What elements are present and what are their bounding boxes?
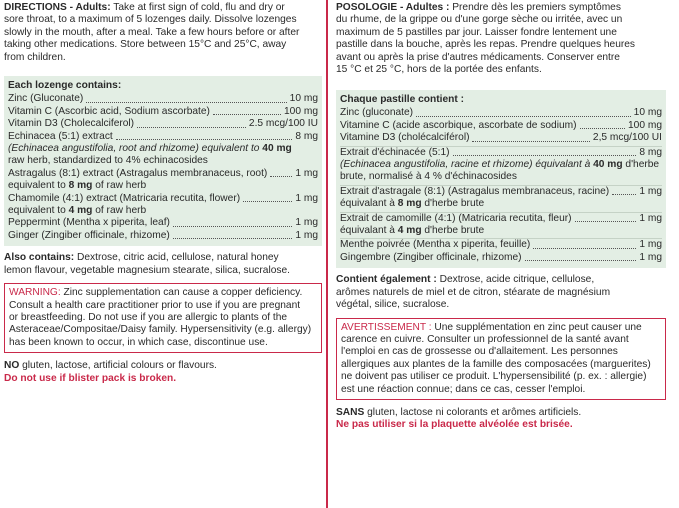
also-contains-text: Dextrose, acide citrique, cellulose, <box>436 274 595 286</box>
ingredient-row <box>8 217 318 229</box>
warning-text: allergiques aux plantes de la famille des composacées (marguerites) <box>341 358 651 370</box>
ingredient-name: Extrait d'échinacée (5:1) <box>340 146 450 158</box>
directions-line-fr: maximum de 5 pastilles par jour. Laisser fondre lentement une <box>336 26 617 38</box>
ingredients-title-fr: Chaque pastille contient : <box>340 94 464 105</box>
free-from-fr <box>336 407 666 432</box>
free-from-text: gluten, lactose ni colorants et arômes artificiels. <box>364 406 582 418</box>
directions-label-fr: POSOLOGIE - Adultes : <box>336 2 450 13</box>
blister-warning-en: Do not use if blister pack is broken. <box>4 372 177 384</box>
warning-text: or breastfeeding. Do not use if you are allergic to plants of the <box>9 311 288 323</box>
ingredient-name: Chamomile (4:1) extract (Matricaria recutita, flower) <box>8 192 241 204</box>
ingredient-detail-text: d'herbe <box>622 159 660 171</box>
ingredient-detail-text: equivalent to <box>8 205 69 217</box>
also-contains-label-fr: Contient également : <box>336 274 437 286</box>
directions-line-fr: du rhume, de la grippe ou d'une gorge sèche ou irritée, avec un <box>336 14 623 26</box>
ingredient-detail <box>340 225 662 237</box>
directions-fr <box>336 0 666 90</box>
ingredient-detail-amount: 4 mg <box>68 205 93 217</box>
ingredient-detail-amount: 8 mg <box>397 198 422 210</box>
ingredient-detail-text: (Echinacea angustifolia, root and rhizome) equivalent to <box>8 143 263 155</box>
ingredient-name: Peppermint (Mentha x piperita, leaf) <box>8 217 170 229</box>
ingredient-name: Gingembre (Zingiber officinale, rhizome) <box>340 251 522 263</box>
ingredient-detail-text: d'herbe brute <box>421 198 485 210</box>
directions-label-en: DIRECTIONS - Adults: <box>4 2 111 13</box>
also-contains-text: Dextrose, citric acid, cellulose, natural honey <box>74 252 279 264</box>
ingredient-detail-text: of raw herb <box>92 180 147 192</box>
ingredient-row <box>340 120 662 132</box>
warning-text: est une réaction connue; dans ce cas, cesser l'emploi. <box>341 383 586 395</box>
also-contains-en <box>4 252 322 277</box>
ingredient-detail-amount: 40 mg <box>262 143 292 155</box>
free-from-text: gluten, lactose, artificial colours or flavours. <box>19 360 217 372</box>
directions-en <box>4 0 322 76</box>
blister-warning-fr: Ne pas utiliser si la plaquette alvéolée est brisée. <box>336 419 573 431</box>
ingredient-name: Extrait de camomille (4:1) (Matricaria recutita, fleur) <box>340 212 572 224</box>
ingredient-name: Vitamine D3 (cholécalciférol) <box>340 132 470 144</box>
ingredient-detail-amount: 8 mg <box>68 180 93 192</box>
warning-box-fr <box>336 318 666 400</box>
ingredient-detail: raw herb, standardized to 4% echinacosides <box>8 155 208 167</box>
ingredient-row <box>8 106 318 118</box>
free-from-label-fr: SANS <box>336 406 365 418</box>
warning-text: Asteraceae/Compositae/Daisy family. Hypersensitivity (e.g. allergy) <box>9 324 312 336</box>
ingredient-amount: 8 mg <box>639 146 662 158</box>
column-divider <box>326 0 328 508</box>
ingredient-name: Echinacea (5:1) extract <box>8 130 113 142</box>
ingredient-name: Extrait d'astragale (8:1) (Astragalus membranaceus, racine) <box>340 185 610 197</box>
ingredient-row <box>340 147 662 159</box>
ingredient-row <box>340 186 662 198</box>
directions-line-fr: Prendre dès les premiers symptômes <box>449 2 621 13</box>
ingredient-amount: 2.5 mcg/100 IU <box>248 118 318 130</box>
also-contains-text: arômes naturels de miel et de citron, stéarate de magnésium <box>336 286 611 298</box>
ingredient-row <box>8 230 318 242</box>
ingredient-amount: 1 mg <box>639 185 662 197</box>
ingredient-amount: 10 mg <box>289 93 318 105</box>
ingredient-detail <box>340 198 662 210</box>
ingredient-amount: 1 mg <box>639 212 662 224</box>
warning-box-en <box>4 283 322 353</box>
ingredient-amount: 1 mg <box>639 251 662 263</box>
ingredient-detail <box>8 180 318 192</box>
ingredient-detail <box>8 143 318 155</box>
ingredient-amount: 1 mg <box>295 167 318 179</box>
ingredient-amount: 1 mg <box>295 192 318 204</box>
also-contains-text: végétal, silice, sucralose. <box>336 299 450 311</box>
directions-line-en: taking other medications. Store between 15°C and 25°C, away <box>4 39 287 51</box>
ingredient-detail-text: équivalant à <box>340 225 398 237</box>
ingredient-row <box>340 239 662 251</box>
english-column <box>4 0 322 385</box>
ingredient-amount: 1 mg <box>295 229 318 241</box>
ingredient-detail: brute, normalisé à 4 % d'échinacosides <box>340 171 517 183</box>
warning-label-fr: AVERTISSEMENT : <box>341 321 432 333</box>
ingredient-row <box>340 252 662 264</box>
ingredient-detail-text: (Echinacea angustifolia, racine et rhizome) équivalant à <box>340 159 594 171</box>
free-from-en <box>4 360 322 385</box>
ingredient-name: Vitamine C (acide ascorbique, ascorbate de sodium) <box>340 119 577 131</box>
directions-line-en: from children. <box>4 51 66 63</box>
ingredient-row <box>8 93 318 105</box>
directions-line-en: slowly in the mouth, after a meal. Take a few hours before or after <box>4 26 300 38</box>
ingredient-name: Vitamin D3 (Cholecalciferol) <box>8 118 135 130</box>
french-column <box>336 0 666 432</box>
ingredient-row <box>8 131 318 143</box>
also-contains-fr <box>336 274 666 311</box>
ingredient-detail-text: équivalant à <box>340 198 398 210</box>
ingredient-row <box>8 193 318 205</box>
ingredient-row <box>340 132 662 144</box>
free-from-label-en: NO <box>4 360 20 372</box>
ingredient-detail <box>8 205 318 217</box>
warning-text: l'emploi en cas de grossesse ou d'allaitement. Les personnes <box>341 346 618 358</box>
directions-line-fr: avant ou après la prise d'autres médicaments. Conserver entre <box>336 51 620 63</box>
ingredient-row <box>8 168 318 180</box>
ingredient-name: Zinc (Gluconate) <box>8 93 84 105</box>
warning-text: Une supplémentation en zinc peut causer une <box>431 321 642 333</box>
also-contains-label-en: Also contains: <box>4 252 75 264</box>
ingredient-detail-text: of raw herb <box>92 205 147 217</box>
ingredient-amount: 100 mg <box>628 119 662 131</box>
ingredients-box-en <box>4 76 322 246</box>
ingredient-name: Menthe poivrée (Mentha x piperita, feuille) <box>340 239 531 251</box>
ingredients-box-fr <box>336 90 666 268</box>
ingredient-name: Astragalus (8:1) extract (Astragalus membranaceus, root) <box>8 167 268 179</box>
ingredient-row <box>340 107 662 119</box>
ingredient-detail-text: equivalent to <box>8 180 69 192</box>
directions-line-fr: pastille dans la bouche, après les repas. Prendre quelques heures <box>336 39 636 51</box>
warning-text: ne doivent pas utiliser ce produit. L'hypersensibilité (p. ex. : allergie) <box>341 371 647 383</box>
ingredient-name: Zinc (gluconate) <box>340 107 414 119</box>
directions-line-fr: 15 °C et 25 °C, hors de la portée des enfants. <box>336 64 542 76</box>
ingredient-row <box>340 213 662 225</box>
ingredients-title-en: Each lozenge contains: <box>8 80 122 91</box>
warning-text: carence en cuivre. Consulter un professionnel de la santé avant <box>341 333 629 345</box>
ingredient-amount: 1 mg <box>639 239 662 251</box>
ingredient-detail <box>340 159 662 171</box>
ingredient-amount: 8 mg <box>295 130 318 142</box>
directions-line-en: sore throat, to a maximum of 5 lozenges daily. Dissolve lozenges <box>4 14 297 26</box>
warning-text: has been known to occur, in which case, discontinue use. <box>9 336 268 348</box>
directions-line-en: Take at first sign of cold, flu and dry or <box>110 2 285 13</box>
warning-text: Zinc supplementation can cause a copper deficiency. <box>60 287 303 299</box>
ingredient-detail-amount: 40 mg <box>593 159 623 171</box>
ingredient-detail-text: d'herbe brute <box>421 225 485 237</box>
ingredient-amount: 100 mg <box>284 105 318 117</box>
warning-label-en: WARNING: <box>9 287 61 299</box>
ingredient-name: Vitamin C (Ascorbic acid, Sodium ascorbate) <box>8 105 210 117</box>
ingredient-detail-amount: 4 mg <box>397 225 422 237</box>
ingredient-amount: 10 mg <box>633 107 662 119</box>
also-contains-text: lemon flavour, vegetable magnesium stearate, silica, sucralose. <box>4 264 290 276</box>
ingredient-name: Ginger (Zingiber officinale, rhizome) <box>8 229 170 241</box>
ingredient-amount: 2,5 mcg/100 UI <box>592 132 662 144</box>
ingredient-amount: 1 mg <box>295 217 318 229</box>
warning-text: Consult a health care practitioner prior to use if you are pregnant <box>9 299 301 311</box>
ingredient-row <box>8 118 318 130</box>
